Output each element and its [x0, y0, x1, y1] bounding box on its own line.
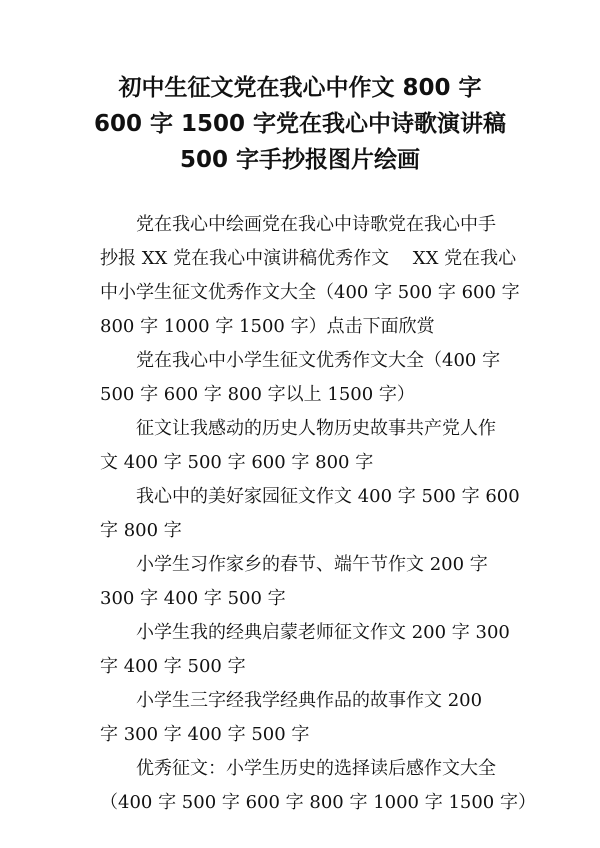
paragraph	[100, 208, 520, 344]
paragraph-line: 800 字 1000 字 1500 字）点击下面欣赏	[100, 316, 435, 337]
paragraph	[100, 412, 500, 480]
paragraph-line: 字 800 字	[100, 520, 182, 541]
document-title	[60, 70, 540, 178]
paragraph-line: 小学生习作家乡的春节、端午节作文 200 字	[136, 554, 488, 575]
title-line: 初中生征文党在我心中作文 800 字	[118, 75, 482, 101]
paragraph-line: 中小学生征文优秀作文大全（400 字 500 字 600 字	[100, 282, 520, 303]
paragraph-line: 党在我心中小学生征文优秀作文大全（400 字	[136, 350, 501, 371]
paragraph-line: 字 300 字 400 字 500 字	[100, 724, 310, 745]
paragraph-line: 抄报 XX 党在我心中演讲稿优秀作文 XX 党在我心	[100, 248, 517, 269]
paragraph-line: 优秀征文：小学生历史的选择读后感作文大全	[136, 758, 496, 779]
paragraph-line: 小学生我的经典启蒙老师征文作文 200 字 300	[136, 622, 510, 643]
paragraph	[100, 548, 500, 616]
paragraph-line: 500 字 600 字 800 字以上 1500 字）	[100, 384, 415, 405]
paragraph-line: 我心中的美好家园征文作文 400 字 500 字 600	[136, 486, 520, 507]
paragraph	[100, 344, 500, 412]
paragraph-line: 字 400 字 500 字	[100, 656, 246, 677]
paragraph-line: 征文让我感动的历史人物历史故事共产党人作	[136, 418, 496, 439]
paragraph	[100, 684, 500, 752]
paragraph-line: 300 字 400 字 500 字	[100, 588, 286, 609]
title-line: 500 字手抄报图片绘画	[179, 147, 421, 173]
paragraph	[100, 480, 520, 548]
document-body	[100, 208, 536, 820]
paragraph	[100, 616, 510, 684]
paragraph-line: （400 字 500 字 600 字 800 字 1000 字 1500 字）	[100, 792, 536, 813]
paragraph-line: 文 400 字 500 字 600 字 800 字	[100, 452, 374, 473]
paragraph-line: 党在我心中绘画党在我心中诗歌党在我心中手	[136, 214, 496, 235]
title-line: 600 字 1500 字党在我心中诗歌演讲稿	[93, 111, 507, 137]
paragraph-line: 小学生三字经我学经典作品的故事作文 200	[136, 690, 483, 711]
paragraph	[100, 752, 536, 820]
